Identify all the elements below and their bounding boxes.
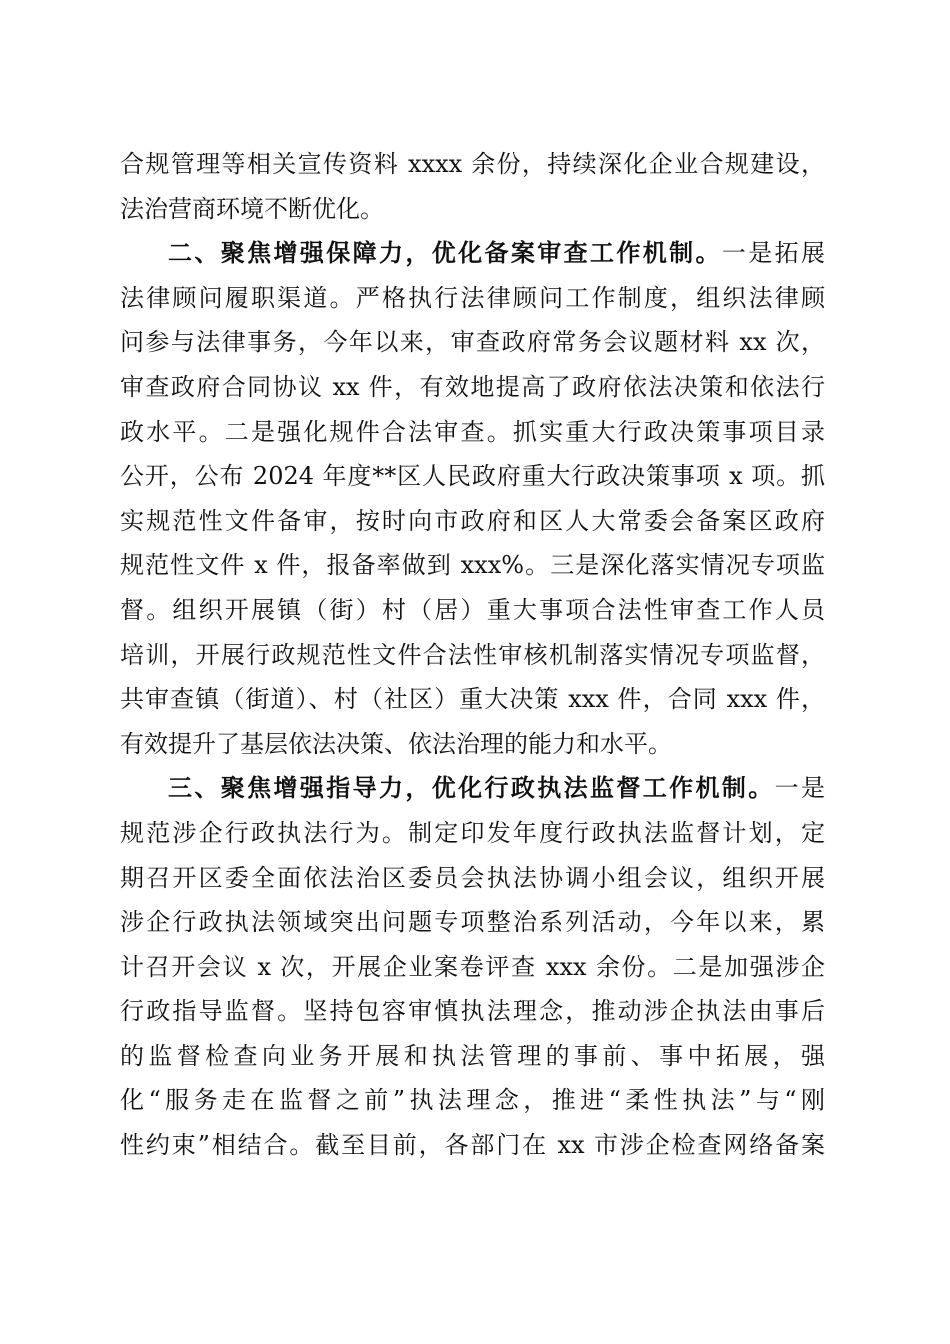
paragraph-2-first-line xyxy=(120,231,825,276)
paragraph-2-line: 政水平。二是强化规件合法审查。抓实重大行政决策事项目录 xyxy=(120,417,825,446)
paragraph-3-first-line xyxy=(120,766,825,811)
paragraph-3-line: 性约束”相结合。截至目前，各部门在 xx 市涉企检查网络备案 xyxy=(120,1131,825,1160)
paragraph-2-line: 培训，开展行政规范性文件合法性审核机制落实情况专项监督， xyxy=(120,640,825,669)
paragraph-3-heading: 三、聚焦增强指导力，优化行政执法监督工作机制。 xyxy=(168,773,775,803)
paragraph-3-first-line-rest: 一是 xyxy=(774,774,825,803)
paragraph-2-line: 公开，公布 2024 年度**区人民政府重大行政决策事项 x 项。抓 xyxy=(120,462,825,491)
paragraph-2-line: 实规范性文件备审，按时向市政府和区人大常委会备案区政府 xyxy=(120,506,825,535)
paragraph-2-line: 督。组织开展镇（街）村（居）重大事项合法性审查工作人员 xyxy=(120,595,825,624)
paragraph-2-first-line-rest: 一是拓展 xyxy=(721,239,825,268)
paragraph-3-line: 行政指导监督。坚持包容审慎执法理念，推动涉企执法由事后 xyxy=(120,997,825,1026)
paragraph-3-line: 规范涉企行政执法行为。制定印发年度行政执法监督计划，定 xyxy=(120,818,825,847)
paragraph-3-line: 的监督检查向业务开展和执法管理的事前、事中拓展，强 xyxy=(120,1041,825,1070)
paragraph-2-line: 规范性文件 x 件，报备率做到 xxx%。三是深化落实情况专项监 xyxy=(120,551,825,580)
paragraph-2-line: 法律顾问履职渠道。严格执行法律顾问工作制度，组织法律顾 xyxy=(120,283,825,312)
paragraph-2-line: 问参与法律事务，今年以来，审查政府常务会议题材料 xx 次， xyxy=(120,328,825,357)
paragraph-1-line-1: 合规管理等相关宣传资料 xxxx 余份，持续深化企业合规建设， xyxy=(120,150,825,178)
paragraph-3-line: 化“服务走在监督之前”执法理念，推进“柔性执法”与“刚 xyxy=(120,1086,825,1115)
paragraph-1-line-2: 法治营商环境不断优化。 xyxy=(120,194,384,223)
paragraph-3-line: 涉企行政执法领域突出问题专项整治系列活动，今年以来，累 xyxy=(120,908,825,937)
paragraph-3-line: 期召开区委全面依法治区委员会执法协调小组会议，组织开展 xyxy=(120,863,825,892)
paragraph-2-line: 有效提升了基层依法决策、依法治理的能力和水平。 xyxy=(120,729,672,758)
paragraph-2-line: 审查政府合同协议 xx 件，有效地提高了政府依法决策和依法行 xyxy=(120,372,825,401)
paragraph-3-line: 计召开会议 x 次，开展企业案卷评查 xxx 余份。二是加强涉企 xyxy=(120,952,825,981)
document-body xyxy=(120,142,825,1168)
paragraph-2-heading: 二、聚焦增强保障力，优化备案审查工作机制。 xyxy=(168,238,722,268)
paragraph-2-line: 共审查镇（街道）、村（社区）重大决策 xxx 件，合同 xxx 件， xyxy=(120,685,825,714)
